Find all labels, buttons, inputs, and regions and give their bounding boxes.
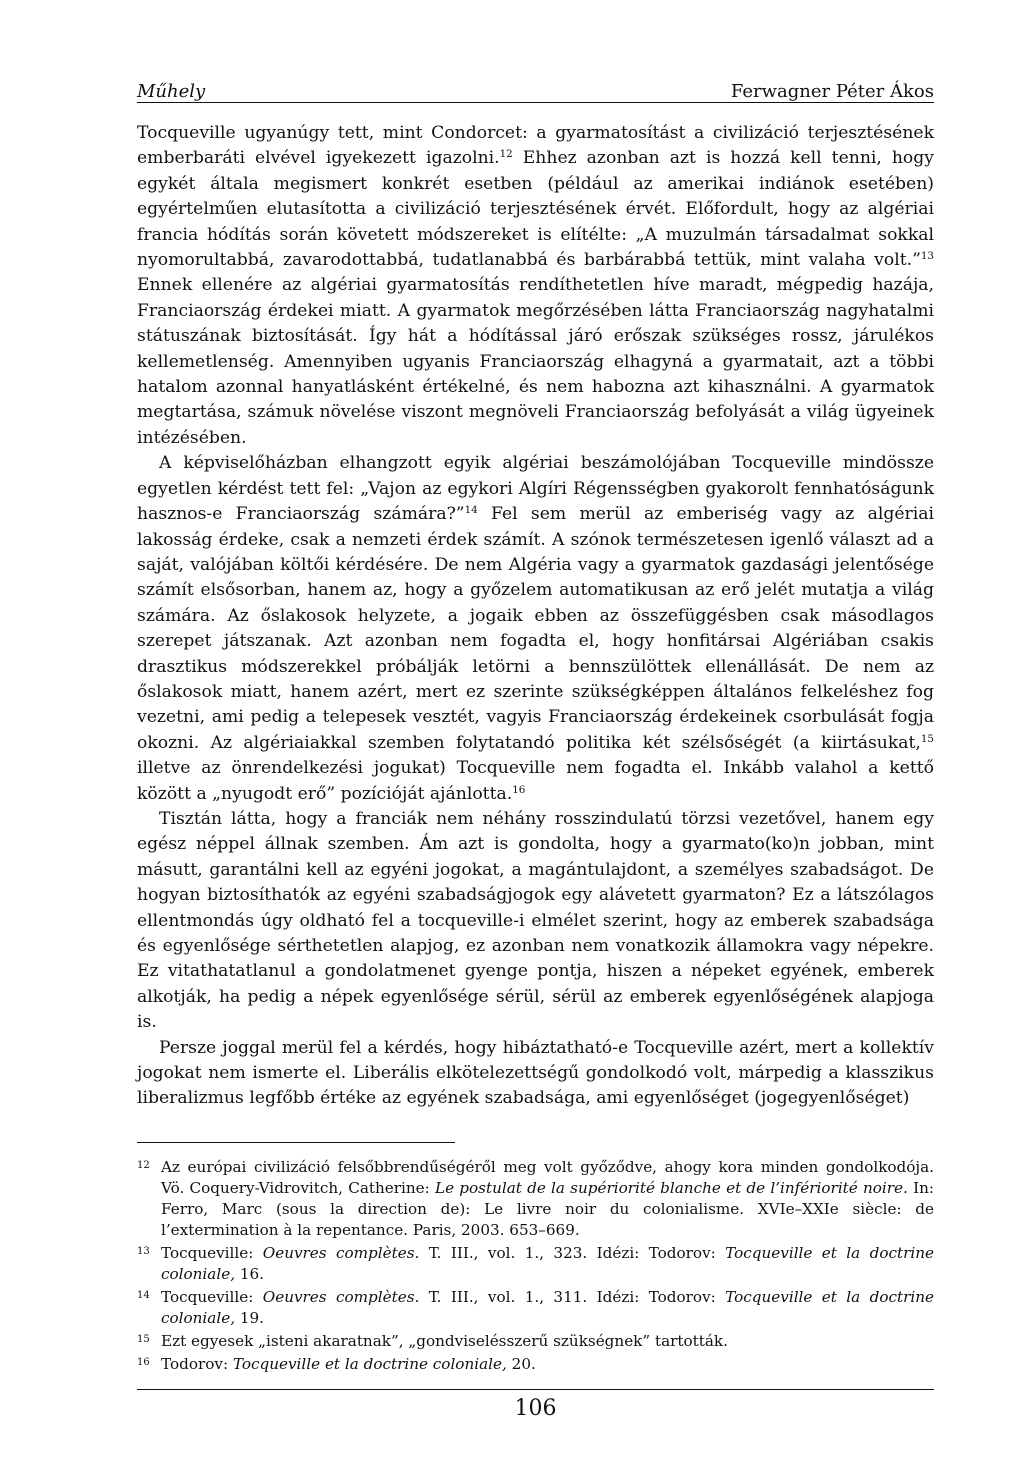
footnote-ref: 15 — [920, 732, 934, 745]
document-page — [137, 74, 934, 1421]
footnote-ref: 12 — [499, 148, 513, 161]
text-run: T. III., vol. 1., 311. Idézi: Todorov: — [419, 1287, 726, 1306]
text-run: Persze joggal merül fel a kérdés, hogy hibáztatható-e Tocqueville azért, mert a kollektív jogokat nem ismerte el. Liberális elkötelezettségű gondolkodó volt, márpedig a klasszikus liberalizmus legfőbb értéke az egyének szabadsága, ami egyenlőséget (jogegyenlőséget) — [137, 1037, 934, 1109]
text-run-italic: Tocqueville et la doctrine coloniale, — [161, 1287, 934, 1327]
footnote-number: 14 — [137, 1289, 150, 1301]
text-run: Ennek ellenére az algériai gyarmatosítás rendíthetetlen híve maradt, mégpedig hazája, Franciaország érdekei miatt. A gyarmatok megőrzésében látta Franciaország nagyhatalmi státuszának biztosítását. Így hát a hódítással járó erőszak szükséges rossz, járulékos kellemetlenség. Amennyiben ugyanis Franciaország elhagyná a gyarmatait, azt a többi hatalom azonnal hanyatlásként értékelné, és nem habozna azt kihasználni. A gyarmatok megtartása, számuk növelése viszont megnöveli Franciaország befolyását a világ ügyeinek intézésében. — [137, 275, 934, 448]
text-run: T. III., vol. 1., 323. Idézi: Todorov: — [419, 1243, 726, 1262]
text-run: 16. — [235, 1264, 265, 1283]
paragraph — [137, 121, 934, 451]
text-run: 19. — [235, 1308, 265, 1327]
footnote — [137, 1157, 934, 1241]
text-run: A képviselőházban elhangzott egyik algériai beszámolójában Tocqueville mindössze egyetlen kérdést tett fel: „Vajon az egykori Algíri Régensségben gyakorolt fennhatóságunk hasznos-e Franciaország számára?” — [137, 453, 934, 525]
section-title: Műhely — [137, 81, 206, 102]
footnote-number: 16 — [137, 1356, 150, 1368]
text-run: Tocqueville: — [161, 1243, 263, 1262]
footnote-number: 12 — [137, 1159, 150, 1171]
text-run: Todorov: — [161, 1354, 233, 1373]
text-run: Az európai civilizáció felsőbbrendűségéről meg volt győződve, ahogy kora minden gondolkodója. Vö. Coquery-Vidrovitch, Catherine: — [161, 1157, 934, 1197]
text-run: 20. — [506, 1354, 536, 1373]
body-text — [137, 121, 934, 1112]
text-run: Ezt egyesek „isteni akaratnak”, „gondviselésszerű szükségnek” tartották. — [161, 1331, 728, 1350]
text-run: Tisztán látta, hogy a franciák nem néhány rosszindulatú törzsi vezetővel, hanem egy egész néppel állnak szemben. Ám azt is gondolta, hogy a gyarmato(ko)n jobban, mint másutt, garantálni kell az egyéni jogokat, a magántulajdont, a személyes szabadságot. De hogyan biztosíthatók az egyéni szabadságjogok egy alávetett gyarmaton? Ez a látszólagos ellentmondás úgy oldható fel a tocqueville-i elmélet szerint, hogy az emberek szabadsága és egyenlősége sérthetetlen alapjog, ez azonban nem vonatkozik államokra vagy népekre. Ez vitathatatlanul a gondolatmenet gyenge pontja, hiszen a népeket egyének, emberek alkotják, ha pedig a népek egyenlősége sérül, sérül az emberek egyenlőségének alapjoga is. — [137, 808, 934, 1033]
footnote-number: 13 — [137, 1245, 150, 1257]
footnote-ref: 14 — [464, 503, 478, 516]
footnote-number: 15 — [137, 1333, 150, 1345]
page-number: 106 — [514, 1395, 557, 1421]
footnote-ref: 16 — [512, 783, 526, 796]
text-run-italic: Oeuvres complètes. — [262, 1243, 420, 1262]
footnote-separator — [137, 1142, 455, 1143]
author-name: Ferwagner Péter Ákos — [730, 81, 934, 102]
paragraph — [137, 451, 934, 807]
footnote-ref: 13 — [920, 249, 934, 262]
footer-rule — [137, 1389, 934, 1390]
footnote — [137, 1354, 934, 1375]
text-run: Fel sem merül az emberiség vagy az algériai lakosság érdeke, csak a nemzeti érdek számít. A szónok természetesen igenlő választ ad a saját, valójában költői kérdésére. De nem Algéria vagy a gyarmatok gazdasági jelentősége számít elsősorban, hanem az, hogy a győzelem automatikusan az erő jelét mutatja a világ számára. Az őslakosok helyzete, a jogaik ebben az összefüggésben csak másodlagos szerepet játszanak. Azt azonban nem fogadta el, hogy honfitársai Algériában csakis drasztikus módszerekkel próbálják letörni a bennszülöttek ellenállását. De nem az őslakosok miatt, hanem azért, mert ez szerinte szükségképpen általános felkeléshez fog vezetni, ami pedig a telepesek vesztét, vagyis Franciaország érdekeinek csorbulását fogja okozni. Az algériaiakkal szemben folytatandó politika két szélsőségét (a kiirtásukat, — [137, 504, 934, 753]
footnote — [137, 1287, 934, 1329]
text-run: illetve az önrendelkezési jogukat) Tocqueville nem fogadta el. Inkább valahol a kettő között a „nyugodt erő” pozícióját ajánlotta. — [137, 758, 934, 804]
running-header — [137, 74, 934, 103]
footnote — [137, 1243, 934, 1285]
text-run-italic: Tocqueville et la doctrine coloniale, — [161, 1243, 934, 1283]
text-run-italic: Oeuvres complètes. — [262, 1287, 420, 1306]
text-run: Tocqueville ugyanúgy tett, mint Condorcet: a gyarmatosítást a civilizáció terjesztésének emberbaráti elvével igyekezett igazolni. — [137, 123, 934, 169]
text-run-italic: Le postulat de la supériorité blanche et de l’infériorité noire. — [435, 1178, 908, 1197]
footnote — [137, 1331, 934, 1352]
footnotes — [137, 1157, 934, 1375]
text-run: In: Ferro, Marc (sous la direction de): Le livre noir du colonialisme. XVIe–XXIe siècle: de l’extermination à la repentance. Paris, 2003. 653–669. — [161, 1178, 934, 1239]
text-run: Ehhez azonban azt is hozzá kell tenni, hogy egykét általa megismert konkrét esetben (például az amerikai indiánok esetében) egyértelműen elutasította a civilizáció terjesztésének érvét. Előfordult, hogy az algériai francia hódítás során követett módszereket is elítélte: „A muzulmán társadalmat sokkal nyomorultabbá, zavarodottabbá, tudatlanabbá és barbárabbá tettük, mint valaha volt.” — [137, 148, 934, 271]
paragraph — [137, 807, 934, 1036]
text-run: Tocqueville: — [161, 1287, 263, 1306]
paragraph — [137, 1036, 934, 1112]
text-run-italic: Tocqueville et la doctrine coloniale, — [232, 1354, 507, 1373]
